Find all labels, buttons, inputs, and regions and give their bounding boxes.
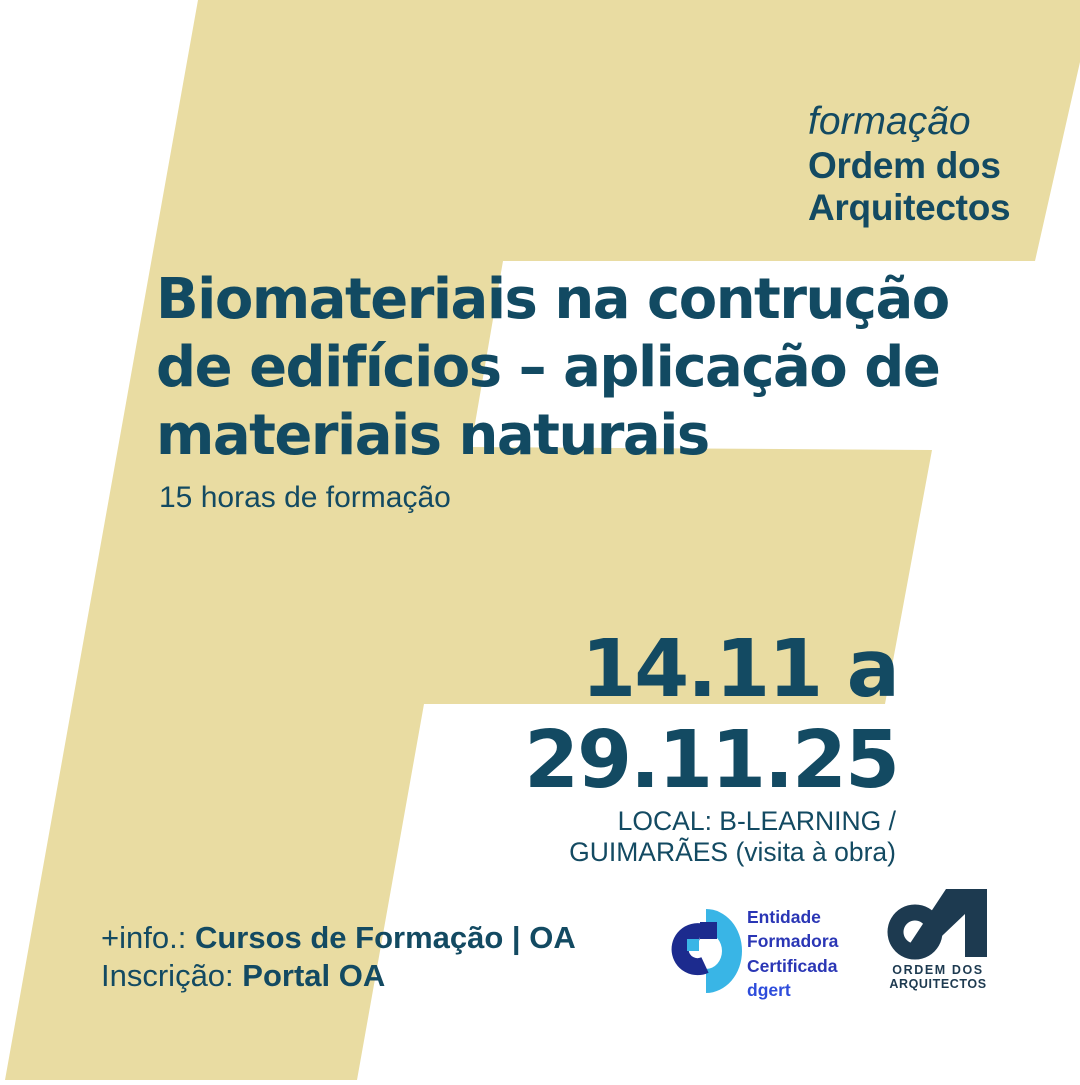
course-title (156, 266, 1056, 470)
date-start: 14.11 a (581, 623, 898, 715)
course-duration: 15 horas de formação (159, 481, 451, 514)
dgert-label-line1: Entidade (747, 907, 821, 927)
oa-logo (884, 886, 992, 991)
brand-org-line2: Arquitectos (808, 187, 1011, 228)
brand-org-line1: Ordem dos (808, 145, 1001, 186)
inscription-label: Inscrição: (101, 958, 243, 993)
dgert-label-line3: Certificada (747, 955, 838, 976)
brand-tagline: formação (808, 100, 971, 143)
inscription-value: Portal OA (242, 958, 386, 993)
info-line1 (101, 919, 576, 957)
course-title-line1: Biomateriais na contrução (156, 267, 949, 332)
brand-block (808, 99, 1010, 229)
oa-logo-text-line1: ORDEM DOS (892, 963, 984, 977)
course-location (569, 806, 896, 868)
info-block (101, 919, 576, 995)
location-line1: LOCAL: B-LEARNING / (617, 806, 896, 836)
oa-logo-text-line2: ARQUITECTOS (889, 977, 987, 991)
location-line2: GUIMARÃES (visita à obra) (569, 837, 896, 867)
course-title-line2: de edifícios – aplicação de (156, 335, 940, 400)
inscription-line (101, 957, 576, 995)
course-dates (524, 624, 898, 806)
dgert-certification-icon (670, 908, 744, 999)
date-end: 29.11.25 (524, 714, 898, 806)
info-label: +info.: (101, 920, 195, 955)
course-title-line3: materiais naturais (156, 403, 709, 468)
dgert-certification-label (747, 905, 838, 1002)
oa-monogram-icon (885, 886, 991, 960)
dgert-label-line2: Formadora (747, 931, 839, 952)
info-value: Cursos de Formação | OA (194, 920, 576, 955)
dgert-wordmark: dgert (747, 979, 791, 1000)
